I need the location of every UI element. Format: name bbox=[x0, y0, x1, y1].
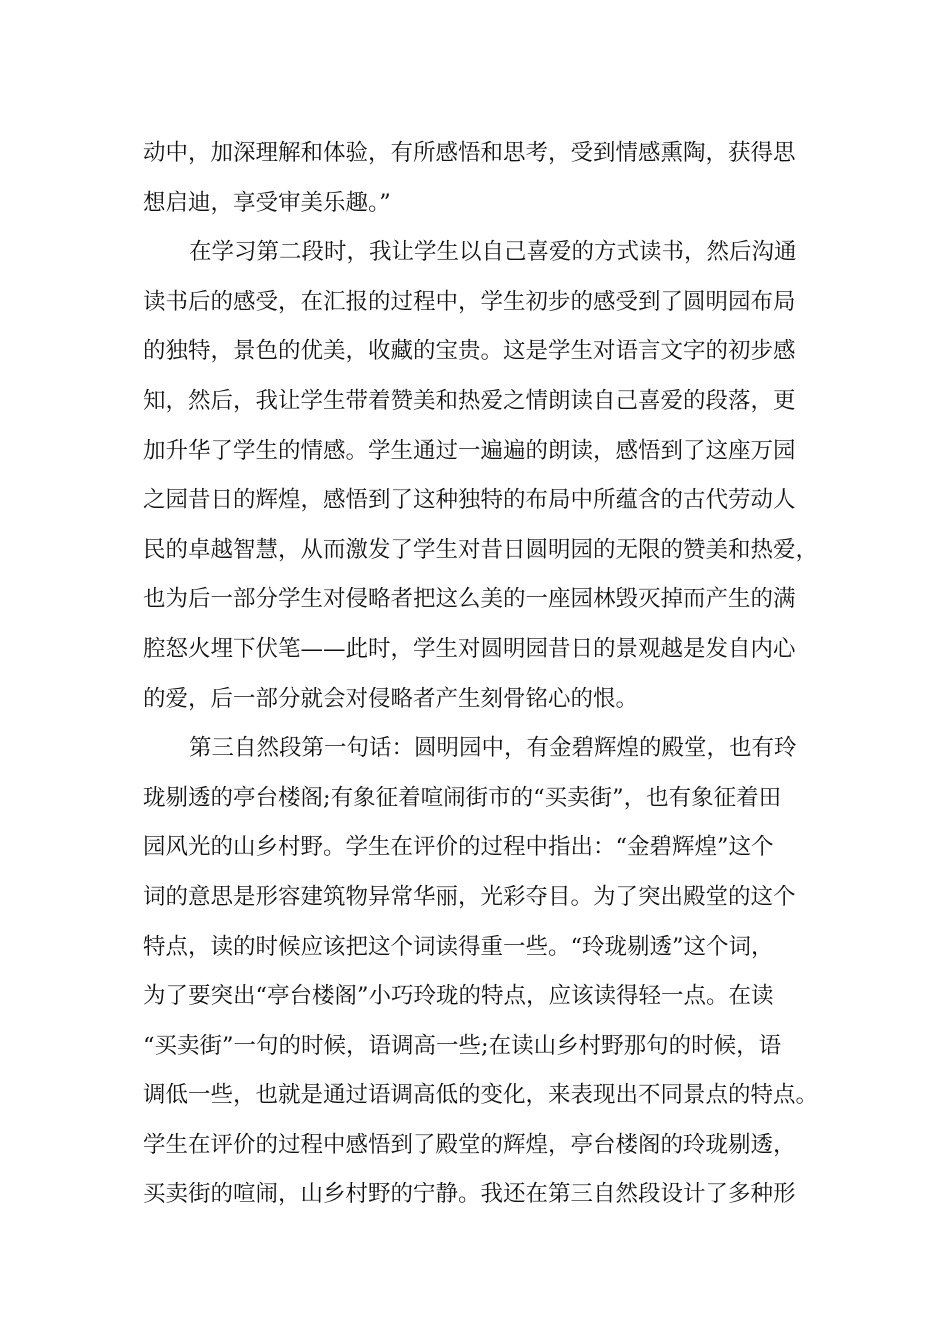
text-line-11: 腔怒火埋下伏笔——此时，学生对圆明园昔日的景观越是发自内心 bbox=[143, 635, 796, 662]
text-line-17: 特点，读的时候应该把这个词读得重一些。“玲珑剔透”这个词， bbox=[143, 933, 774, 960]
text-line-1: 动中，加深理解和体验，有所感悟和思考，受到情感熏陶，获得思 bbox=[143, 140, 796, 166]
text-line-5: 的独特，景色的优美，收藏的宝贵。这是学生对语言文字的初步感 bbox=[143, 338, 796, 365]
text-line-9: 民的卓越智慧，从而激发了学生对昔日圆明园的无限的赞美和热爱， bbox=[143, 536, 819, 563]
text-line-7: 加升华了学生的情感。学生通过一遍遍的朗读，感悟到了这座万园 bbox=[143, 437, 796, 464]
text-line-3: 在学习第二段时，我让学生以自己喜爱的方式读书，然后沟通 bbox=[189, 239, 797, 266]
document-body bbox=[143, 129, 843, 1220]
text-line-15: 园风光的山乡村野。学生在评价的过程中指出：“金碧辉煌”这个 bbox=[143, 834, 774, 861]
text-line-13: 第三自然段第一句话：圆明园中，有金碧辉煌的殿堂，也有玲 bbox=[189, 735, 797, 762]
text-line-21: 学生在评价的过程中感悟到了殿堂的辉煌，亭台楼阁的玲珑剔透， bbox=[143, 1131, 796, 1158]
text-line-6: 知，然后，我让学生带着赞美和热爱之情朗读自己喜爱的段落，更 bbox=[143, 387, 796, 414]
text-line-22: 买卖街的喧闹，山乡村野的宁静。我还在第三自然段设计了多种形 bbox=[143, 1181, 796, 1208]
text-line-2: 想启迪，享受审美乐趣。” bbox=[143, 189, 391, 216]
text-line-12: 的爱，后一部分就会对侵略者产生刻骨铭心的恨。 bbox=[143, 685, 639, 712]
text-line-20: 调低一些，也就是通过语调高低的变化，来表现出不同景点的特点。 bbox=[143, 1082, 819, 1109]
text-line-8: 之园昔日的辉煌，感悟到了这种独特的布局中所蕴含的古代劳动人 bbox=[143, 487, 796, 514]
text-line-16: 词的意思是形容建筑物异常华丽，光彩夺目。为了突出殿堂的这个 bbox=[143, 883, 796, 910]
text-line-14: 珑剔透的亭台楼阁;有象征着喧闹街市的“买卖街”，也有象征着田 bbox=[143, 784, 782, 811]
text-line-4: 读书后的感受，在汇报的过程中，学生初步的感受到了圆明园布局 bbox=[143, 288, 796, 315]
text-line-10: 也为后一部分学生对侵略者把这么美的一座园林毁灭掉而产生的满 bbox=[143, 586, 796, 613]
text-line-18: 为了要突出“亭台楼阁”小巧玲珑的特点，应该读得轻一点。在读 bbox=[143, 983, 774, 1010]
text-line-19: “买卖街”一句的时候，语调高一些;在读山乡村野那句的时候，语 bbox=[143, 1032, 782, 1059]
